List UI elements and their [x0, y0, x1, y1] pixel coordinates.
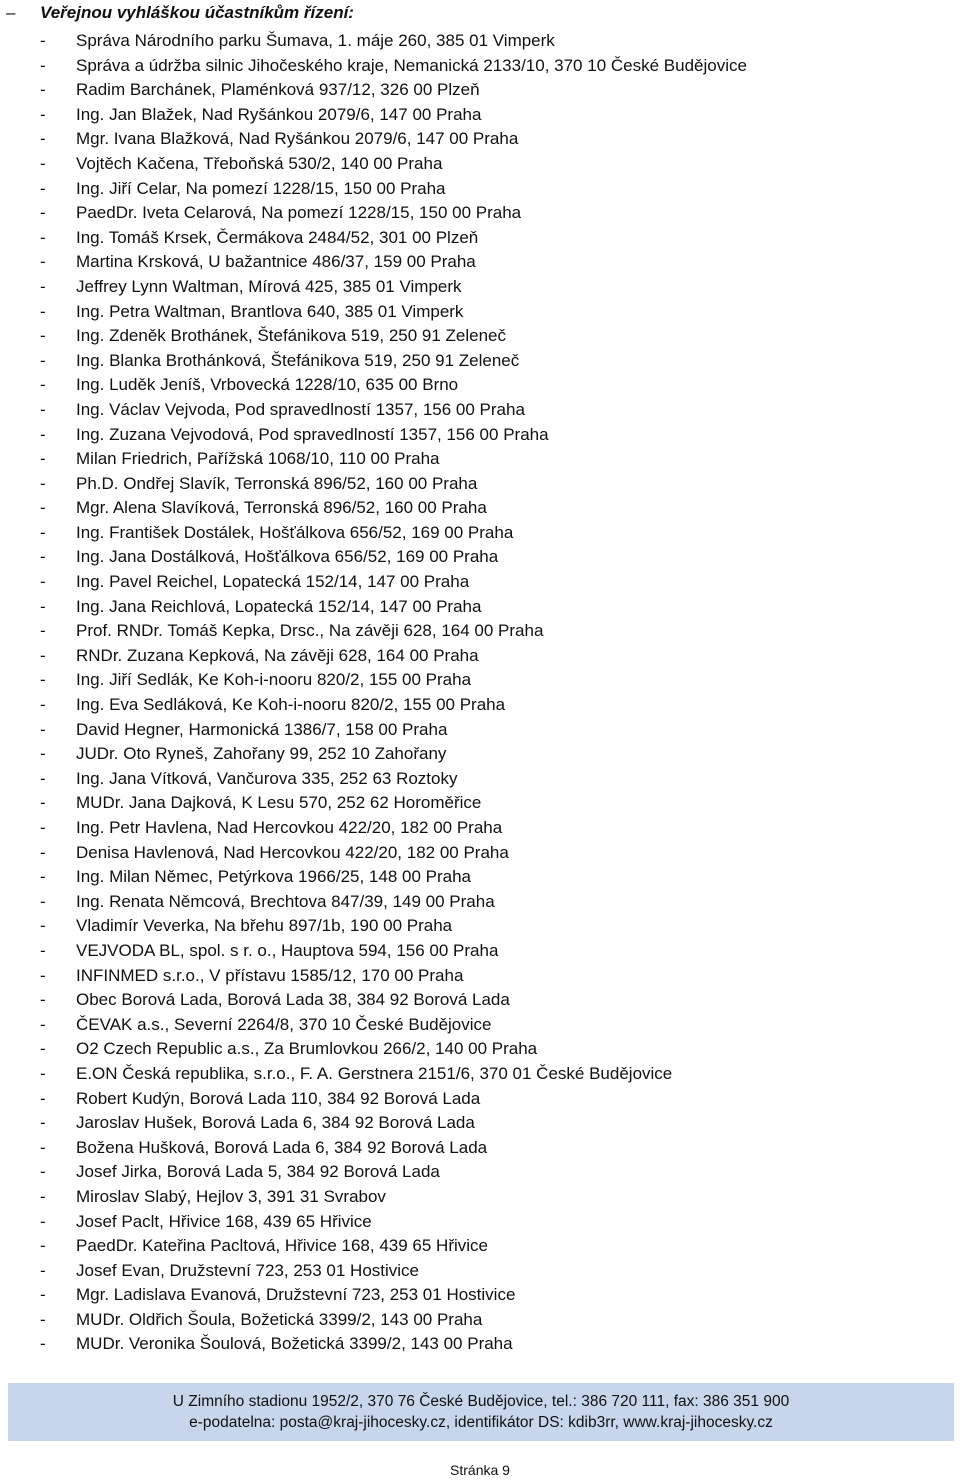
participant-text: Ing. Zdeněk Brothánek, Štefánikova 519, 250 91 Zeleneč [76, 326, 507, 346]
participant-text: MUDr. Oldřich Šoula, Božetická 3399/2, 143 00 Praha [76, 1309, 483, 1329]
participant-text: Jeffrey Lynn Waltman, Mírová 425, 385 01 Vimperk [76, 276, 462, 296]
list-bullet: - [40, 695, 46, 715]
list-bullet: - [40, 178, 46, 198]
participant-text: Ing. Tomáš Krsek, Čermákova 2484/52, 301 00 Plzeň [76, 227, 479, 247]
list-bullet: - [40, 1063, 46, 1083]
list-bullet: - [40, 498, 46, 518]
list-bullet: - [40, 301, 46, 321]
list-bullet: - [40, 965, 46, 985]
list-bullet: - [40, 449, 46, 469]
list-bullet: - [40, 55, 46, 75]
list-bullet: - [40, 645, 46, 665]
list-bullet: - [40, 744, 46, 764]
participant-text: Vojtěch Kačena, Třeboňská 530/2, 140 00 Praha [76, 153, 443, 173]
participant-text: Mgr. Alena Slavíková, Terronská 896/52, 160 00 Praha [76, 498, 487, 518]
participant-text: PaedDr. Kateřina Pacltová, Hřivice 168, 439 65 Hřivice [76, 1236, 488, 1256]
participant-text: Správa a údržba silnic Jihočeského kraje, Nemanická 2133/10, 370 10 České Budějovice [76, 55, 747, 75]
participant-text: Obec Borová Lada, Borová Lada 38, 384 92 Borová Lada [76, 990, 510, 1010]
participant-text: Martina Krsková, U bažantnice 486/37, 159 00 Praha [76, 252, 476, 272]
list-bullet: - [40, 1260, 46, 1280]
participant-text: Denisa Havlenová, Nad Hercovkou 422/20, 182 00 Praha [76, 842, 509, 862]
list-bullet: - [40, 891, 46, 911]
list-bullet: - [40, 719, 46, 739]
participant-text: Ing. Jan Blažek, Nad Ryšánkou 2079/6, 147 00 Praha [76, 104, 482, 124]
list-bullet: - [40, 1113, 46, 1133]
participant-text: Milan Friedrich, Pařížská 1068/10, 110 00 Praha [76, 449, 440, 469]
participant-text: Josef Paclt, Hřivice 168, 439 65 Hřivice [76, 1211, 372, 1231]
participant-text: Božena Hušková, Borová Lada 6, 384 92 Borová Lada [76, 1137, 488, 1157]
participant-text: Ing. Jana Dostálková, Hošťálkova 656/52, 169 00 Praha [76, 547, 499, 567]
list-bullet: - [40, 596, 46, 616]
heading-text: Veřejnou vyhláškou účastníkům řízení: [40, 3, 354, 22]
participant-text: Josef Jirka, Borová Lada 5, 384 92 Borová Lada [76, 1162, 440, 1182]
participant-text: Josef Evan, Družstevní 723, 253 01 Hostivice [76, 1260, 420, 1280]
participant-text: Ing. Jana Vítková, Vančurova 335, 252 63 Roztoky [76, 768, 458, 788]
list-bullet: - [40, 1186, 46, 1206]
list-bullet: - [40, 399, 46, 419]
participant-text: RNDr. Zuzana Kepková, Na závěji 628, 164 00 Praha [76, 645, 479, 665]
list-bullet: - [40, 350, 46, 370]
list-bullet: - [40, 1334, 46, 1354]
participant-text: VEJVODA BL, spol. s r. o., Hauptova 594, 156 00 Praha [76, 940, 499, 960]
participant-text: Ing. Blanka Brothánková, Štefánikova 519, 250 91 Zeleneč [76, 350, 520, 370]
page-number: Stránka 9 [450, 1462, 510, 1478]
footer-address-line: U Zimního stadionu 1952/2, 370 76 České Budějovice, tel.: 386 720 111, fax: 386 351 900 [172, 1393, 790, 1410]
participant-text: Ing. Milan Němec, Petýrkova 1966/25, 148 00 Praha [76, 867, 472, 887]
list-bullet: - [40, 473, 46, 493]
list-bullet: - [40, 867, 46, 887]
section-heading [0, 0, 354, 26]
list-bullet: - [40, 793, 46, 813]
participant-text: Ing. Zuzana Vejvodová, Pod spravedlností 1357, 156 00 Praha [76, 424, 549, 444]
participant-text: Ing. Jiří Sedlák, Ke Koh-i-nooru 820/2, 155 00 Praha [76, 670, 472, 690]
list-bullet: - [40, 768, 46, 788]
participant-text: Ing. Petra Waltman, Brantlova 640, 385 01 Vimperk [76, 301, 464, 321]
participant-text: Ing. František Dostálek, Hošťálkova 656/52, 169 00 Praha [76, 522, 514, 542]
list-bullet: - [40, 990, 46, 1010]
list-bullet: - [40, 818, 46, 837]
list-bullet: - [40, 1285, 46, 1305]
list-bullet: - [40, 1014, 46, 1034]
participant-text: JUDr. Oto Ryneš, Zahořany 99, 252 10 Zahořany [76, 744, 447, 764]
participant-text: Mgr. Ivana Blažková, Nad Ryšánkou 2079/6, 147 00 Praha [76, 129, 519, 149]
participant-text: Ing. Renata Němcová, Brechtova 847/39, 149 00 Praha [76, 891, 495, 911]
list-bullet: - [40, 1309, 46, 1329]
participant-text: Ph.D. Ondřej Slavík, Terronská 896/52, 160 00 Praha [76, 473, 478, 493]
list-bullet: - [40, 547, 46, 567]
list-bullet: - [40, 203, 46, 223]
participant-text: Prof. RNDr. Tomáš Kepka, Drsc., Na závěji 628, 164 00 Praha [76, 621, 544, 641]
participant-text: Ing. Jana Reichlová, Lopatecká 152/14, 147 00 Praha [76, 596, 482, 616]
list-bullet: - [40, 104, 46, 124]
list-bullet: - [40, 1039, 46, 1059]
participant-text: PaedDr. Iveta Celarová, Na pomezí 1228/15, 150 00 Praha [76, 203, 522, 223]
list-bullet: - [40, 326, 46, 346]
participant-text: Jaroslav Hušek, Borová Lada 6, 384 92 Borová Lada [76, 1113, 475, 1133]
heading-dash: – [6, 3, 16, 22]
participant-text: INFINMED s.r.o., V přístavu 1585/12, 170 00 Praha [76, 965, 464, 985]
participant-text: E.ON Česká republika, s.r.o., F. A. Gerstnera 2151/6, 370 01 České Budějovice [76, 1063, 673, 1083]
participant-text: O2 Czech Republic a.s., Za Brumlovkou 266/2, 140 00 Praha [76, 1039, 538, 1059]
participant-text: Ing. Pavel Reichel, Lopatecká 152/14, 147 00 Praha [76, 572, 470, 592]
list-bullet: - [40, 621, 46, 641]
list-bullet: - [40, 252, 46, 272]
participant-text: ČEVAK a.s., Severní 2264/8, 370 10 České Budějovice [76, 1014, 492, 1034]
list-bullet: - [40, 276, 46, 296]
list-bullet: - [40, 424, 46, 444]
participant-text: MUDr. Jana Dajková, K Lesu 570, 252 62 Horoměřice [76, 793, 482, 813]
list-bullet: - [40, 670, 46, 690]
participant-text: Ing. Eva Sedláková, Ke Koh-i-nooru 820/2, 155 00 Praha [76, 695, 506, 715]
participant-text: Správa Národního parku Šumava, 1. máje 260, 385 01 Vimperk [76, 31, 555, 50]
list-bullet: - [40, 1211, 46, 1231]
participant-text: Ing. Jiří Celar, Na pomezí 1228/15, 150 00 Praha [76, 178, 446, 198]
list-bullet: - [40, 1162, 46, 1182]
list-bullet: - [40, 940, 46, 960]
list-bullet: - [40, 572, 46, 592]
list-bullet: - [40, 1236, 46, 1256]
participant-text: Ing. Petr Havlena, Nad Hercovkou 422/20, 182 00 Praha [76, 818, 503, 837]
participant-text: Ing. Václav Vejvoda, Pod spravedlností 1357, 156 00 Praha [76, 399, 525, 419]
participant-text: David Hegner, Harmonická 1386/7, 158 00 Praha [76, 719, 448, 739]
list-bullet: - [40, 916, 46, 936]
list-bullet: - [40, 31, 46, 50]
participant-text: Mgr. Ladislava Evanová, Družstevní 723, 253 01 Hostivice [76, 1285, 516, 1305]
list-bullet: - [40, 129, 46, 149]
participant-text: Miroslav Slabý, Hejlov 3, 391 31 Svrabov [76, 1186, 386, 1206]
list-bullet: - [40, 227, 46, 247]
list-bullet: - [40, 842, 46, 862]
participant-text: Radim Barchánek, Plaménková 937/12, 326 00 Plzeň [76, 80, 480, 100]
participant-text: Ing. Luděk Jeníš, Vrbovecká 1228/10, 635 00 Brno [76, 375, 459, 395]
list-bullet: - [40, 522, 46, 542]
footer-contact-box [8, 1383, 954, 1441]
participant-text: MUDr. Veronika Šoulová, Božetická 3399/2, 143 00 Praha [76, 1334, 513, 1354]
footer-email-line: e-podatelna: posta@kraj-jihocesky.cz, identifikátor DS: kdib3rr, www.kraj-jihocesky.cz [189, 1414, 773, 1431]
list-bullet: - [40, 80, 46, 100]
list-bullet: - [40, 1088, 46, 1108]
list-bullet: - [40, 153, 46, 173]
list-bullet: - [40, 375, 46, 395]
participant-text: Vladimír Veverka, Na břehu 897/1b, 190 00 Praha [76, 916, 453, 936]
list-bullet: - [40, 1137, 46, 1157]
participant-text: Robert Kudýn, Borová Lada 110, 384 92 Borová Lada [76, 1088, 481, 1108]
